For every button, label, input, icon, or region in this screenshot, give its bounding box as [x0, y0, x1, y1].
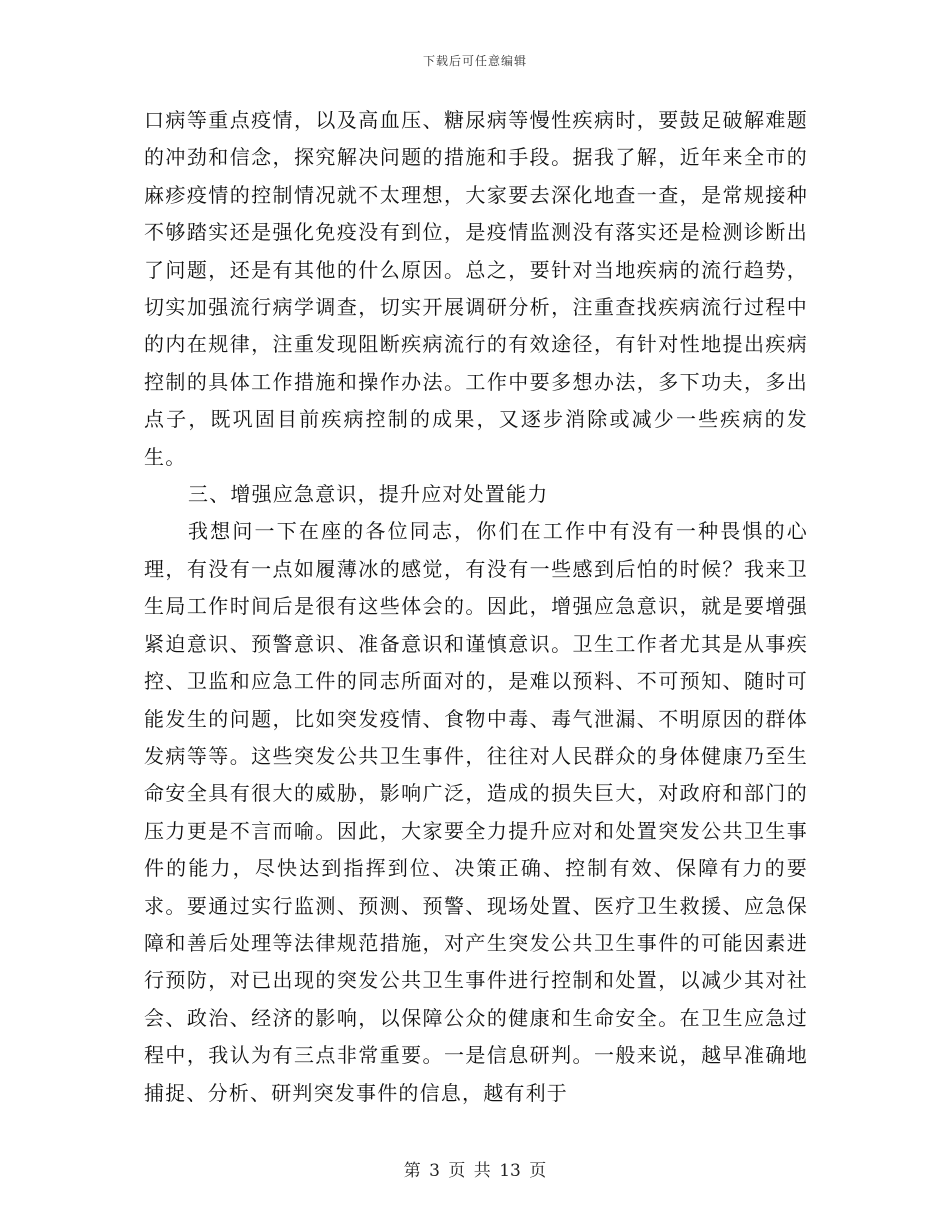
section-heading: 三、增强应急意识，提升应对处置能力 [188, 482, 549, 507]
page-header: 下载后可任意编辑 [422, 54, 527, 68]
body-paragraph: 口病等重点疫情，以及高血压、糖尿病等慢性疾病时，要鼓足破解难题的冲劲和信念，探究解决问题的措施和手段。据我了解，近年来全市的麻疹疫情的控制情况就不太理想，大家要去深化地查一查，是常规接种不够踏实还是强化免疫没有到位，是疫情监测没有落实还是检测诊断出了问题，还是有其他的什么原因。总之，要针对当地疾病的流行趋势，切实加强流行病学调查，切实开展调研分析，注重查找疾病流行过程中的内在规律，注重发现阻断疾病流行的有效途径，有针对性地提出疾病控制的具体工作措施和操作办法。工作中要多想办法，多下功夫，多出点子，既巩固目前疾病控制的成果，又逐步消除或减少一些疾病的发生。 [144, 108, 808, 469]
body-paragraph: 我想问一下在座的各位同志，你们在工作中有没有一种畏惧的心理，有没有一点如履薄冰的感觉，有没有一些感到后怕的时候？我来卫生局工作时间后是很有这些体会的。因此，增强应急意识，就是要增强紧迫意识、预警意识、准备意识和谨慎意识。卫生工作者尤其是从事疾控、卫监和应急工件的同志所面对的，是难以预料、不可预知、随时可能发生的问题，比如突发疫情、食物中毒、毒气泄漏、不明原因的群体发病等等。这些突发公共卫生事件，往往对人民群众的身体健康乃至生命安全具有很大的威胁，影响广泛，造成的损失巨大，对政府和部门的压力更是不言而喻。因此，大家要全力提升应对和处置突发公共卫生事件的能力，尽快达到指挥到位、决策正确、控制有效、保障有力的要求。要通过实行监测、预测、预警、现场处置、医疗卫生救援、应急保障和善后处理等法律规范措施，对产生突发公共卫生事件的可能因素进行预防，对已出现的突发公共卫生事件进行控制和处置，以减少其对社会、政治、经济的影响，以保障公众的健康和生命安全。在卫生应急过程中，我认为有三点非常重要。一是信息研判。一般来说，越早准确地捕捉、分析、研判突发事件的信息，越有利于 [144, 519, 808, 1105]
page-number-footer: 第 3 页 共 13 页 [403, 1161, 547, 1181]
document-body [144, 102, 808, 1112]
